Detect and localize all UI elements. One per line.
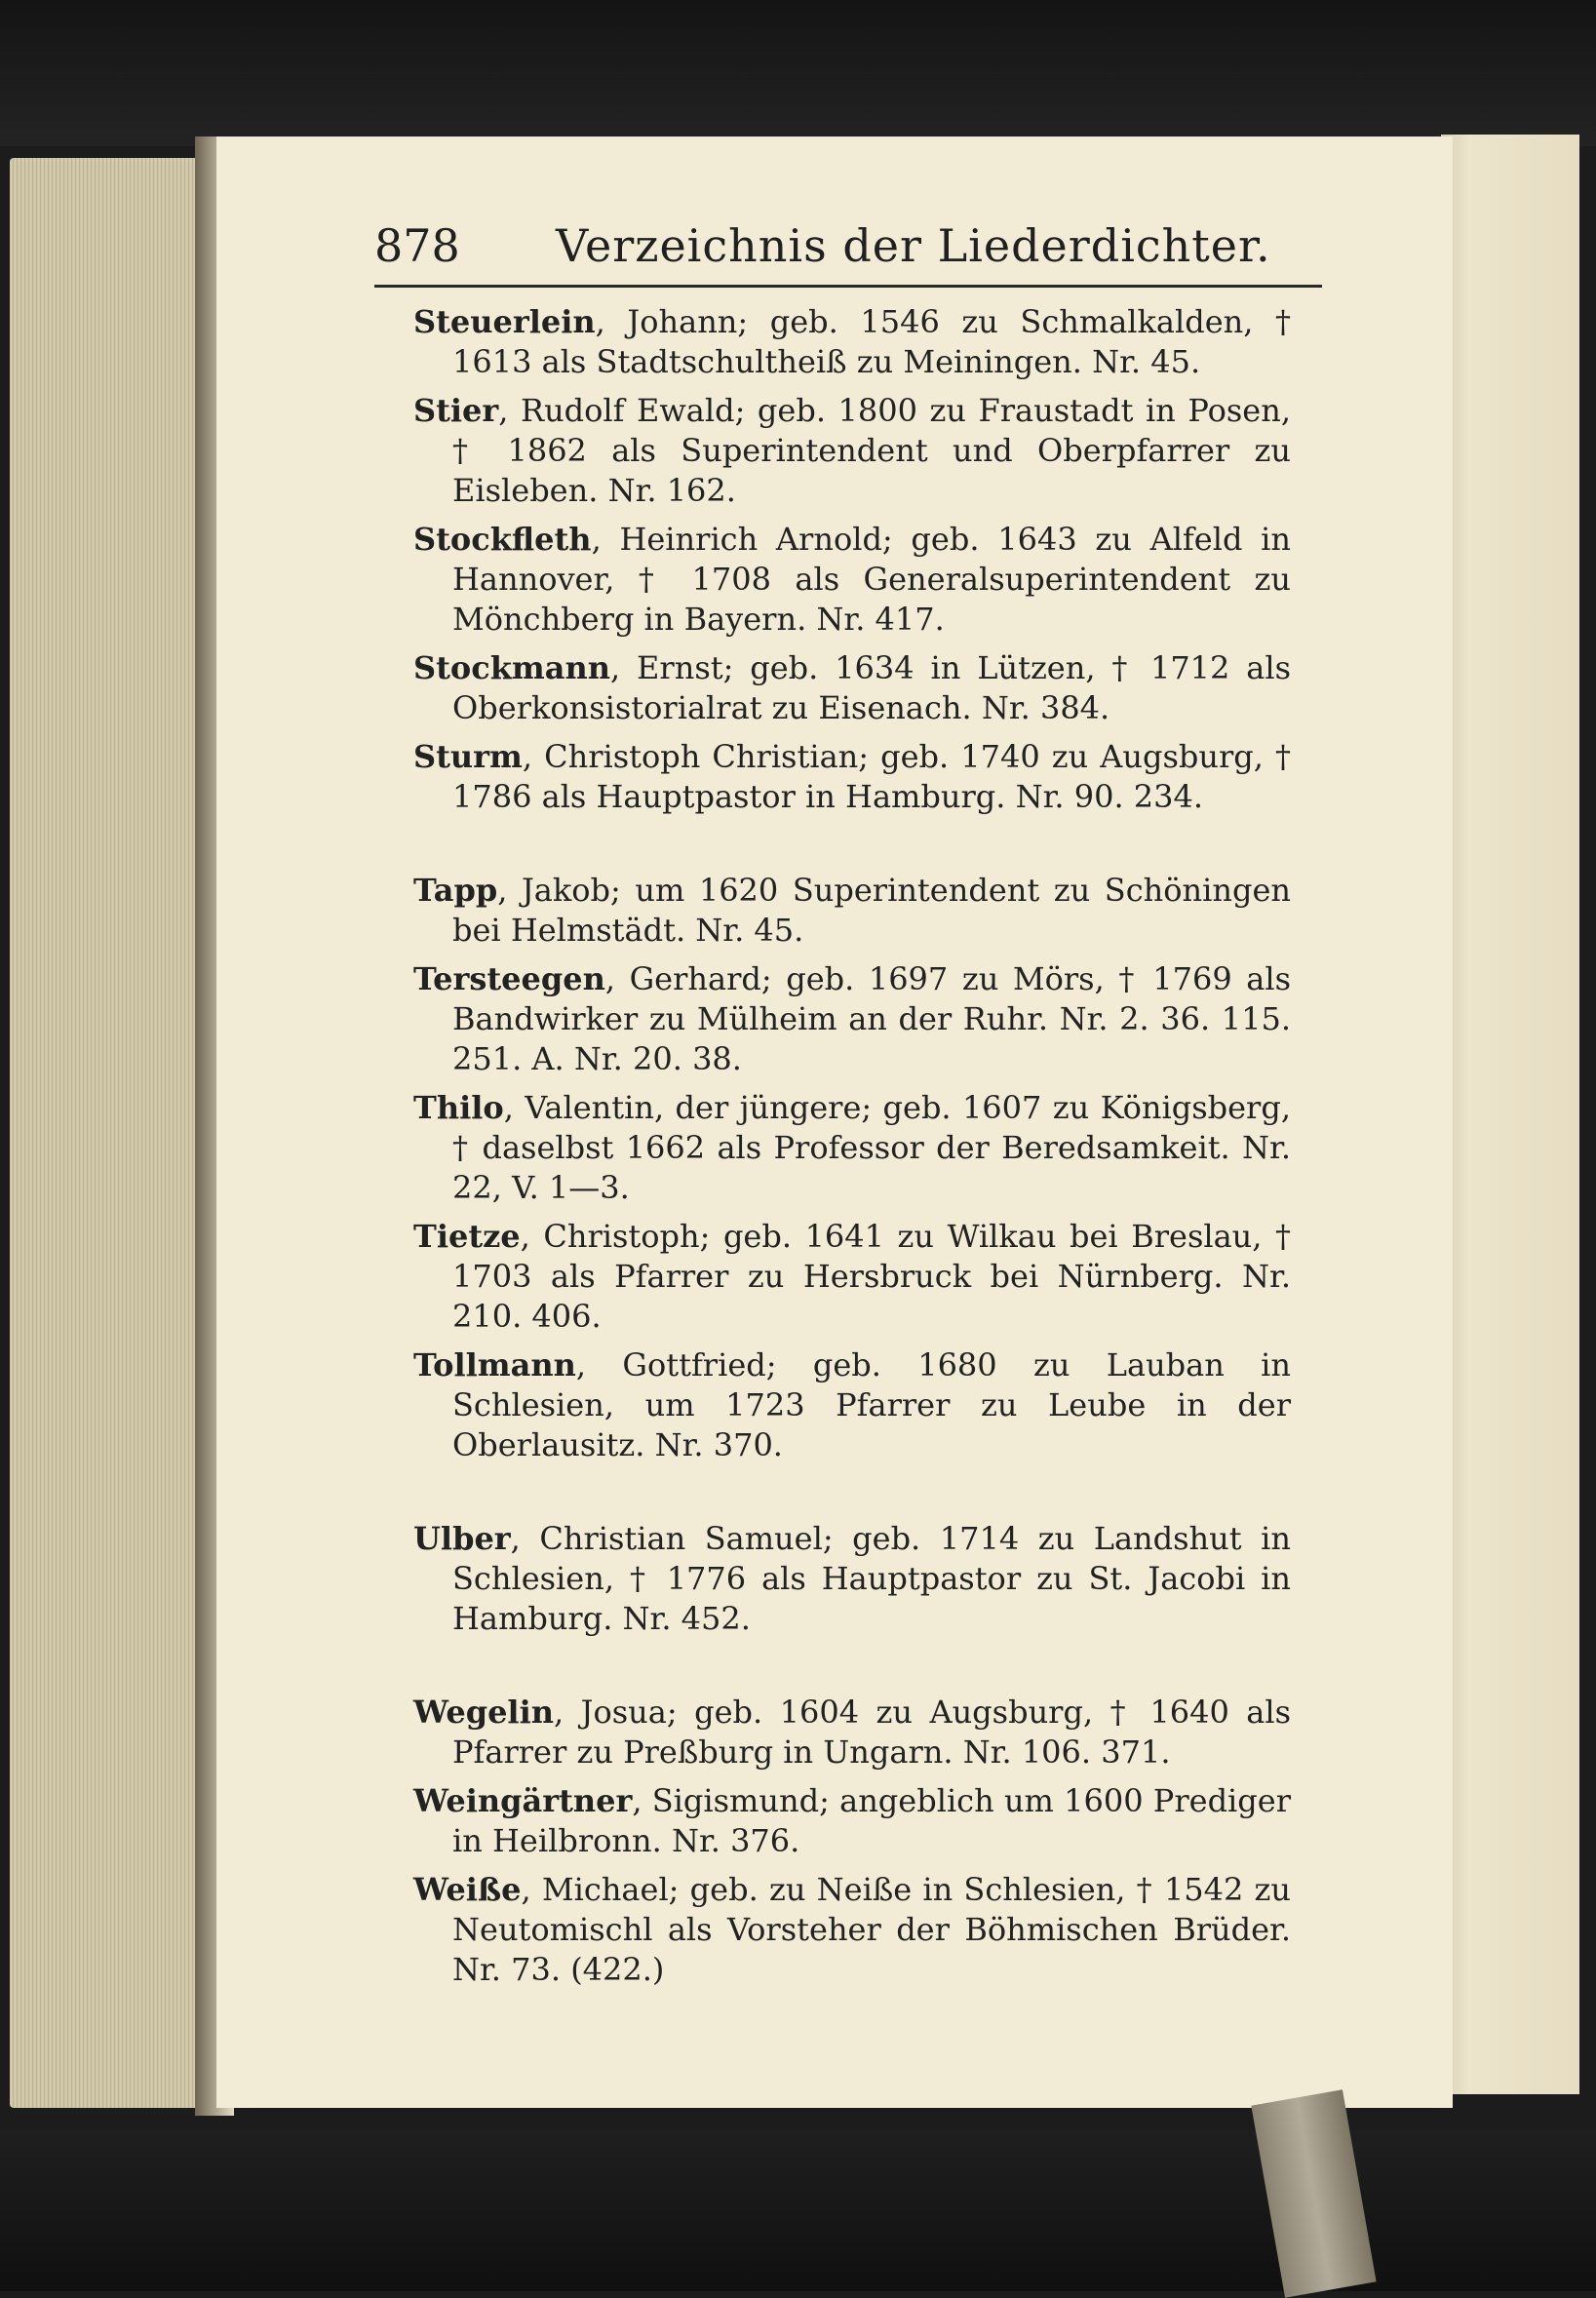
entry [413,1345,1291,1465]
page-edges [10,158,205,2108]
entry-name: Tersteegen [413,960,605,997]
entry-name: Stockmann [413,649,611,686]
entry [413,871,1291,951]
entry [413,1870,1291,1990]
entry-text: , Rudolf Ewald; geb. 1800 zu Fraustadt in Posen, † 1862 als Superintendent und Oberpfarrer zu Eisleben. Nr. 162. [452,392,1291,509]
entry-text: , Heinrich Arnold; geb. 1643 zu Alfeld in Hannover, † 1708 als Generalsuperintendent zu Mönchberg in Bayern. Nr. 417. [452,521,1291,638]
entry-name: Weingärtner [413,1782,633,1819]
entry-name: Sturm [413,738,523,775]
entry-name: Tietze [413,1218,521,1255]
entry-text: , Gerhard; geb. 1697 zu Mörs, † 1769 als Bandwirker zu Mülheim an der Ruhr. Nr. 2. 36. 115. 251. A. Nr. 20. 38. [452,960,1291,1077]
entry-text: , Gottfried; geb. 1680 zu Lauban in Schlesien, um 1723 Pfarrer zu Leube in der Oberlausitz. Nr. 370. [452,1346,1291,1463]
page-number: 878 [374,219,460,272]
entry-name: Tollmann [413,1346,576,1383]
entry-name: Stockfleth [413,521,592,558]
entry [413,1781,1291,1861]
entry [413,520,1291,640]
entry [413,302,1291,382]
entry-name: Stier [413,392,499,429]
entry-list [413,302,1291,1999]
header-rule [374,285,1322,288]
entry-text: , Johann; geb. 1546 zu Schmalkalden, † 1613 als Stadtschultheiß zu Meiningen. Nr. 45. [452,303,1291,380]
entry-text: , Josua; geb. 1604 zu Augsburg, † 1640 als Pfarrer zu Preßburg in Ungarn. Nr. 106. 371. [452,1694,1291,1771]
entry [413,1088,1291,1208]
entry-name: Thilo [413,1089,504,1126]
entry-name: Tapp [413,872,498,909]
entry-name: Ulber [413,1520,511,1557]
entry-name: Weiße [413,1871,522,1908]
entry-text: , Sigismund; angeblich um 1600 Prediger in Heilbronn. Nr. 376. [452,1782,1291,1859]
book-cover-top [0,0,1596,146]
entry-text: , Michael; geb. zu Neiße in Schlesien, † 1542 zu Neutomischl als Vorsteher der Böhmischen Brüder. Nr. 73. (422.) [452,1871,1291,1988]
entry [413,648,1291,728]
entry [413,959,1291,1079]
entry-text: , Ernst; geb. 1634 in Lützen, † 1712 als Oberkonsistorialrat zu Eisenach. Nr. 384. [452,649,1291,726]
entry-text: , Christian Samuel; geb. 1714 zu Landshut in Schlesien, † 1776 als Hauptpastor zu St. Jacobi in Hamburg. Nr. 452. [452,1520,1291,1637]
entry [413,1217,1291,1337]
entry [413,1693,1291,1772]
facing-page-edge [1441,135,1579,2094]
entry-text: , Christoph; geb. 1641 zu Wilkau bei Breslau, † 1703 als Pfarrer zu Hersbruck bei Nürnberg. Nr. 210. 406. [452,1218,1291,1335]
entry [413,1519,1291,1639]
entry-text: , Valentin, der jüngere; geb. 1607 zu Königsberg, † daselbst 1662 als Professor der Beredsamkeit. Nr. 22, V. 1—3. [452,1089,1291,1206]
entry [413,737,1291,817]
page-header [374,219,1322,288]
entry-text: , Christoph Christian; geb. 1740 zu Augsburg, † 1786 als Hauptpastor in Hamburg. Nr. 90. 234. [452,738,1291,815]
entry-name: Wegelin [413,1694,554,1731]
page-title: Verzeichnis der Liederdichter. [556,219,1271,272]
entry-name: Steuerlein [413,303,596,340]
entry-text: , Jakob; um 1620 Superintendent zu Schöningen bei Helmstädt. Nr. 45. [452,872,1291,949]
entry [413,391,1291,511]
